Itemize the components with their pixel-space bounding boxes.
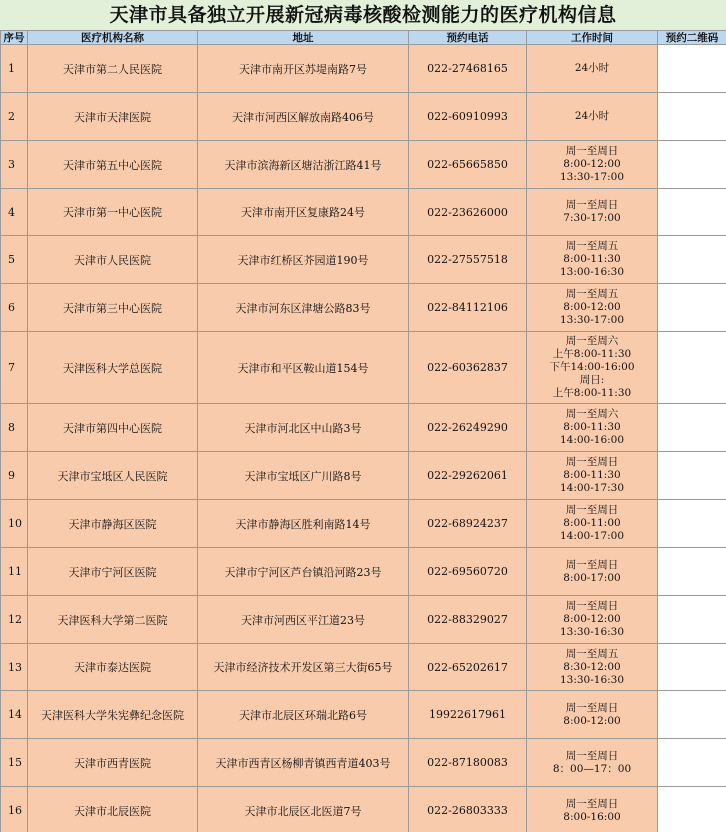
booking-phone: 022-23626000: [409, 189, 527, 236]
hospital-address: 天津市南开区复康路24号: [198, 189, 409, 236]
working-hours: [527, 596, 658, 644]
hospital-name: 天津市西青医院: [28, 739, 198, 787]
hospital-name: 天津医科大学朱宪彝纪念医院: [28, 691, 198, 739]
table-row: [1, 141, 726, 189]
table-row: [1, 548, 726, 596]
header-phone: 预约电话: [409, 31, 527, 45]
working-hours: [527, 236, 658, 284]
working-hours-line: 13:00-16:30: [559, 266, 625, 278]
working-hours-line: 7:30-17:00: [563, 212, 621, 224]
qr-code-cell: [658, 93, 726, 141]
hospital-address: 天津市宝坻区广川路8号: [198, 452, 409, 500]
hospital-name: 天津医科大学总医院: [28, 332, 198, 404]
working-hours: [527, 141, 658, 189]
header-row: [1, 31, 726, 45]
qr-code-cell: [658, 45, 726, 93]
booking-phone: 022-84112106: [409, 284, 527, 332]
hospital-address: 天津市滨海新区塘沽浙江路41号: [198, 141, 409, 189]
qr-code-cell: [658, 548, 726, 596]
working-hours-line: 8:00-16:00: [563, 810, 621, 823]
hospital-table: [0, 30, 726, 832]
hospital-address: 天津市北辰区北医道7号: [198, 787, 409, 832]
booking-phone: 022-27557518: [409, 236, 527, 284]
working-hours-line: 周一至周五: [565, 240, 619, 252]
working-hours-line: 8:00-12:00: [563, 158, 621, 170]
row-number: 4: [1, 189, 28, 236]
working-hours-line: 周日:: [579, 374, 605, 386]
hospital-name: 天津市第三中心医院: [28, 284, 198, 332]
row-number: 16: [1, 787, 28, 832]
working-hours: [527, 500, 658, 548]
working-hours-line: 13:30-17:00: [559, 171, 625, 183]
table-row: [1, 45, 726, 93]
hospital-address: 天津市南开区苏堤南路7号: [198, 45, 409, 93]
header-no: 序号: [1, 31, 28, 45]
row-number: 13: [1, 644, 28, 691]
table-row: [1, 500, 726, 548]
table-row: [1, 691, 726, 739]
row-number: 8: [1, 404, 28, 452]
working-hours-line: 周一至周日: [565, 145, 619, 157]
working-hours-line: 8:00-11:00: [563, 517, 621, 529]
sheet-title: 天津市具备独立开展新冠病毒核酸检测能力的医疗机构信息: [0, 0, 726, 31]
table-row: [1, 452, 726, 500]
hospital-name: 天津市宝坻区人民医院: [28, 452, 198, 500]
booking-phone: 022-87180083: [409, 739, 527, 787]
row-number: 5: [1, 236, 28, 284]
working-hours-line: 周一至周五: [565, 288, 619, 300]
table-row: [1, 189, 726, 236]
working-hours-line: 14:00-16:00: [559, 434, 625, 446]
header-qr: 预约二维码: [658, 31, 726, 45]
working-hours-line: 8:00-17:00: [563, 571, 621, 584]
qr-code-cell: [658, 236, 726, 284]
booking-phone: 022-69560720: [409, 548, 527, 596]
qr-code-cell: [658, 141, 726, 189]
booking-phone: 19922617961: [409, 691, 527, 739]
hospital-address: 天津市西青区杨柳青镇西青道403号: [198, 739, 409, 787]
working-hours-line: 8:00-11:30: [563, 469, 621, 481]
working-hours: [527, 332, 658, 404]
working-hours-line: 8:00-11:30: [563, 253, 621, 265]
row-number: 9: [1, 452, 28, 500]
working-hours-line: 周一至周日: [565, 456, 619, 468]
header-name: 医疗机构名称: [28, 31, 198, 45]
row-number: 1: [1, 45, 28, 93]
working-hours: [527, 787, 658, 832]
table-row: [1, 596, 726, 644]
qr-code-cell: [658, 691, 726, 739]
working-hours-line: 周一至周日: [565, 701, 619, 714]
qr-code-cell: [658, 787, 726, 832]
working-hours-line: 8：00—17：00: [552, 762, 632, 775]
working-hours-line: 8:00-12:00: [563, 613, 621, 625]
working-hours: [527, 45, 658, 93]
working-hours-line: 周一至周日: [565, 600, 619, 612]
booking-phone: 022-65202617: [409, 644, 527, 691]
booking-phone: 022-29262061: [409, 452, 527, 500]
header-hours: 工作时间: [527, 31, 658, 45]
working-hours-line: 周一至周五: [565, 647, 619, 660]
hospital-name: 天津市天津医院: [28, 93, 198, 141]
header-address: 地址: [198, 31, 409, 45]
hospital-address: 天津市红桥区芥园道190号: [198, 236, 409, 284]
working-hours-line: 周一至周六: [565, 335, 619, 347]
booking-phone: 022-60362837: [409, 332, 527, 404]
qr-code-cell: [658, 189, 726, 236]
row-number: 15: [1, 739, 28, 787]
working-hours-line: 下午14:00-16:00: [549, 361, 635, 373]
table-row: [1, 739, 726, 787]
working-hours: [527, 404, 658, 452]
hospital-address: 天津市河北区中山路3号: [198, 404, 409, 452]
table-row: [1, 787, 726, 832]
working-hours: [527, 189, 658, 236]
hospital-address: 天津市静海区胜利南路14号: [198, 500, 409, 548]
booking-phone: 022-26803333: [409, 787, 527, 832]
working-hours-line: 13:30-17:00: [559, 314, 625, 326]
row-number: 10: [1, 500, 28, 548]
hospital-address: 天津市和平区鞍山道154号: [198, 332, 409, 404]
row-number: 6: [1, 284, 28, 332]
hospital-name: 天津医科大学第二医院: [28, 596, 198, 644]
working-hours-line: 周一至周日: [565, 797, 619, 810]
booking-phone: 022-27468165: [409, 45, 527, 93]
qr-code-cell: [658, 332, 726, 404]
table-row: [1, 236, 726, 284]
working-hours-line: 13:30-16:30: [559, 626, 625, 638]
booking-phone: 022-65665850: [409, 141, 527, 189]
working-hours-line: 24小时: [574, 62, 610, 74]
booking-phone: 022-60910993: [409, 93, 527, 141]
qr-code-cell: [658, 596, 726, 644]
hospital-name: 天津市宁河区医院: [28, 548, 198, 596]
working-hours-line: 周一至周日: [565, 199, 619, 211]
table-row: [1, 644, 726, 691]
hospital-name: 天津市第五中心医院: [28, 141, 198, 189]
hospital-address: 天津市经济技术开发区第三大街65号: [198, 644, 409, 691]
hospital-address: 天津市北辰区环瑞北路6号: [198, 691, 409, 739]
row-number: 12: [1, 596, 28, 644]
working-hours: [527, 93, 658, 141]
working-hours: [527, 644, 658, 691]
row-number: 7: [1, 332, 28, 404]
hospital-address: 天津市河西区解放南路406号: [198, 93, 409, 141]
qr-code-cell: [658, 404, 726, 452]
table-row: [1, 332, 726, 404]
hospital-name: 天津市静海区医院: [28, 500, 198, 548]
working-hours-line: 8:00-12:00: [563, 714, 621, 727]
working-hours: [527, 452, 658, 500]
hospital-name: 天津市人民医院: [28, 236, 198, 284]
working-hours-line: 24小时: [574, 110, 610, 122]
row-number: 3: [1, 141, 28, 189]
qr-code-cell: [658, 284, 726, 332]
working-hours-line: 14:00-17:30: [559, 482, 625, 494]
qr-code-cell: [658, 452, 726, 500]
row-number: 14: [1, 691, 28, 739]
hospital-name: 天津市第二人民医院: [28, 45, 198, 93]
hospital-address: 天津市宁河区芦台镇沿河路23号: [198, 548, 409, 596]
table-row: [1, 93, 726, 141]
working-hours: [527, 739, 658, 787]
working-hours: [527, 691, 658, 739]
table-row: [1, 284, 726, 332]
table-row: [1, 404, 726, 452]
working-hours-line: 8:30-12:00: [563, 660, 621, 673]
booking-phone: 022-88329027: [409, 596, 527, 644]
table-body: [1, 45, 726, 832]
working-hours-line: 周一至周日: [565, 504, 619, 516]
working-hours-line: 8:00-11:30: [563, 421, 621, 433]
working-hours-line: 上午8:00-11:30: [552, 348, 632, 360]
hospital-address: 天津市河东区津塘公路83号: [198, 284, 409, 332]
qr-code-cell: [658, 739, 726, 787]
hospital-name: 天津市第一中心医院: [28, 189, 198, 236]
working-hours: [527, 548, 658, 596]
qr-code-cell: [658, 644, 726, 691]
hospital-name: 天津市北辰医院: [28, 787, 198, 832]
qr-code-cell: [658, 500, 726, 548]
working-hours-line: 周一至周六: [565, 408, 619, 420]
working-hours-line: 14:00-17:00: [559, 530, 625, 542]
working-hours-line: 8:00-12:00: [563, 301, 621, 313]
booking-phone: 022-26249290: [409, 404, 527, 452]
working-hours-line: 上午8:00-11:30: [552, 387, 632, 399]
row-number: 11: [1, 548, 28, 596]
hospital-name: 天津市第四中心医院: [28, 404, 198, 452]
row-number: 2: [1, 93, 28, 141]
booking-phone: 022-68924237: [409, 500, 527, 548]
hospital-address: 天津市河西区平江道23号: [198, 596, 409, 644]
working-hours-line: 周一至周日: [565, 558, 619, 571]
working-hours: [527, 284, 658, 332]
working-hours-line: 周一至周日: [565, 749, 619, 762]
working-hours-line: 13:30-16:30: [559, 673, 625, 686]
hospital-name: 天津市泰达医院: [28, 644, 198, 691]
